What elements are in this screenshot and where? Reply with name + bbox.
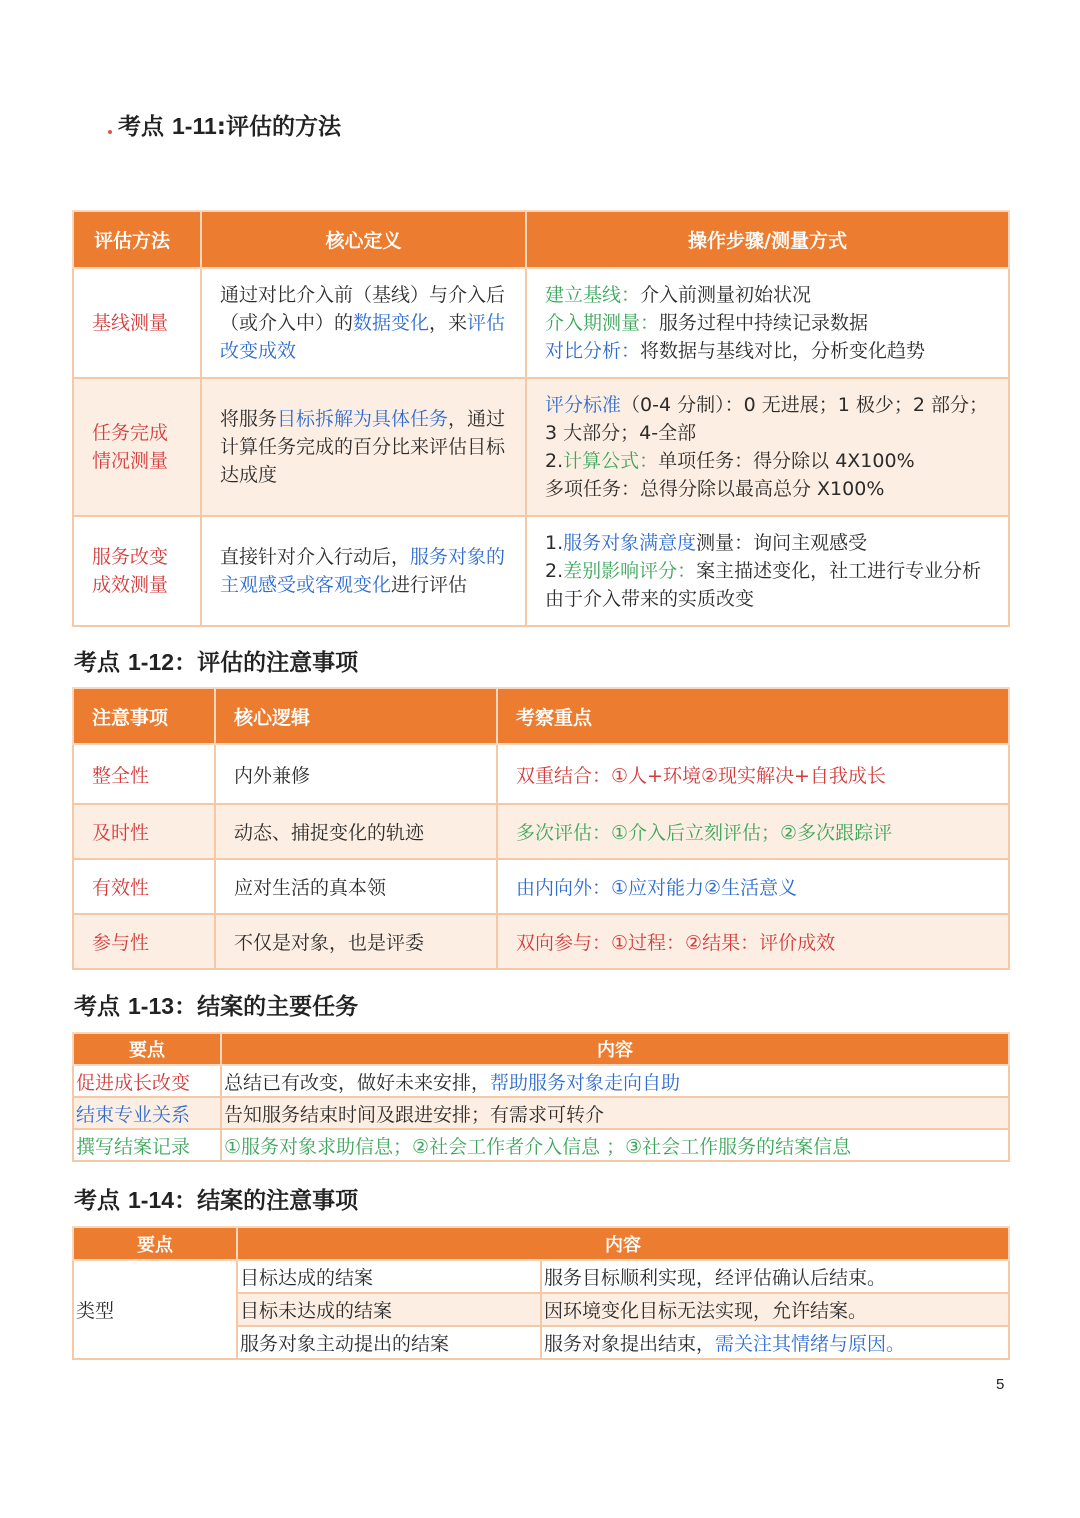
table-row [73, 268, 1009, 378]
evaluation-notes-table [72, 687, 1010, 970]
table-row [73, 859, 1009, 914]
logic-cell: 内外兼修 [215, 744, 497, 804]
section-title-1-12: 考点 1-12：评估的注意事项 [74, 649, 359, 676]
desc-cell: 因环境变化目标无法实现，允许结案。 [541, 1293, 1009, 1326]
header-cell: 注意事项 [73, 688, 215, 744]
definition-cell: 将服务目标拆解为具体任务，通过计算任务完成的百分比来评估目标达成度 [201, 378, 526, 516]
desc-cell: 服务对象提出结束，需关注其情绪与原因。 [541, 1326, 1009, 1359]
table-row [73, 378, 1009, 516]
focus-cell: 由内向外：①应对能力②生活意义 [497, 859, 1009, 914]
header-cell: 要点 [73, 1033, 221, 1065]
steps-cell: 建立基线：介入前测量初始状况 介入期测量：服务过程中持续记录数据 对比分析：将数据与基线对比，分析变化趋势 [526, 268, 1009, 378]
table-row [73, 1097, 1009, 1129]
table-row [73, 1260, 1009, 1293]
item-cell: 及时性 [73, 804, 215, 859]
point-cell: 促进成长改变 [73, 1065, 221, 1097]
kind-cell: 目标达成的结案 [237, 1260, 541, 1293]
focus-cell: 双向参与：①过程：②结果：评价成效 [497, 914, 1009, 969]
header-cell: 要点 [73, 1227, 237, 1260]
section-title-1-14: 考点 1-14：结案的注意事项 [74, 1187, 359, 1214]
focus-cell: 多次评估：①介入后立刻评估；②多次跟踪评 [497, 804, 1009, 859]
kind-cell: 服务对象主动提出的结案 [237, 1326, 541, 1359]
table-row [73, 516, 1009, 626]
item-cell: 有效性 [73, 859, 215, 914]
header-cell: 操作步骤/测量方式 [526, 211, 1009, 268]
method-cell: 基线测量 [73, 268, 201, 378]
definition-cell: 直接针对介入行动后，服务对象的主观感受或客观变化进行评估 [201, 516, 526, 626]
table-row [73, 1065, 1009, 1097]
table-header-row [73, 688, 1009, 744]
content-cell: 告知服务结束时间及跟进安排；有需求可转介 [221, 1097, 1009, 1129]
table-header-row [73, 1033, 1009, 1065]
desc-cell: 服务目标顺利实现，经评估确认后结束。 [541, 1260, 1009, 1293]
logic-cell: 应对生活的真本领 [215, 859, 497, 914]
type-cell: 类型 [73, 1260, 237, 1359]
table-row [73, 914, 1009, 969]
header-cell: 考察重点 [497, 688, 1009, 744]
table-header-row [73, 211, 1009, 268]
section-title-1-11: 考点 1-11:评估的方法 [118, 113, 341, 140]
section-title-1-13: 考点 1-13：结案的主要任务 [74, 993, 359, 1020]
table-header-row [73, 1227, 1009, 1260]
header-cell: 内容 [221, 1033, 1009, 1065]
page-number: 5 [996, 1376, 1005, 1393]
evaluation-methods-table [72, 210, 1010, 627]
header-cell: 核心定义 [201, 211, 526, 268]
logic-cell: 不仅是对象，也是评委 [215, 914, 497, 969]
point-cell: 结束专业关系 [73, 1097, 221, 1129]
logic-cell: 动态、捕捉变化的轨迹 [215, 804, 497, 859]
header-cell: 内容 [237, 1227, 1009, 1260]
method-cell: 服务改变成效测量 [73, 516, 201, 626]
item-cell: 参与性 [73, 914, 215, 969]
point-cell: 撰写结案记录 [73, 1129, 221, 1161]
closure-tasks-table [72, 1032, 1010, 1162]
definition-cell: 通过对比介入前（基线）与介入后（或介入中）的数据变化，来评估改变成效 [201, 268, 526, 378]
content-cell: ①服务对象求助信息；②社会工作者介入信息 ；③社会工作服务的结案信息 [221, 1129, 1009, 1161]
closure-notes-table [72, 1226, 1010, 1360]
kind-cell: 目标未达成的结案 [237, 1293, 541, 1326]
method-cell: 任务完成情况测量 [73, 378, 201, 516]
steps-cell: 评分标准（0-4 分制）：0 无进展；1 极少；2 部分；3 大部分；4-全部 2.计算公式：单项任务：得分除以 4X100% 多项任务：总得分除以最高总分 X100% [526, 378, 1009, 516]
table-row [73, 804, 1009, 859]
item-cell: 整全性 [73, 744, 215, 804]
header-cell: 核心逻辑 [215, 688, 497, 744]
focus-cell: 双重结合：①人+环境②现实解决+自我成长 [497, 744, 1009, 804]
bullet-dot [108, 130, 112, 134]
table-row [73, 1129, 1009, 1161]
header-cell: 评估方法 [73, 211, 201, 268]
table-row [73, 744, 1009, 804]
steps-cell: 1.服务对象满意度测量：询问主观感受 2.差别影响评分：案主描述变化，社工进行专业分析由于介入带来的实质改变 [526, 516, 1009, 626]
content-cell: 总结已有改变，做好未来安排，帮助服务对象走向自助 [221, 1065, 1009, 1097]
